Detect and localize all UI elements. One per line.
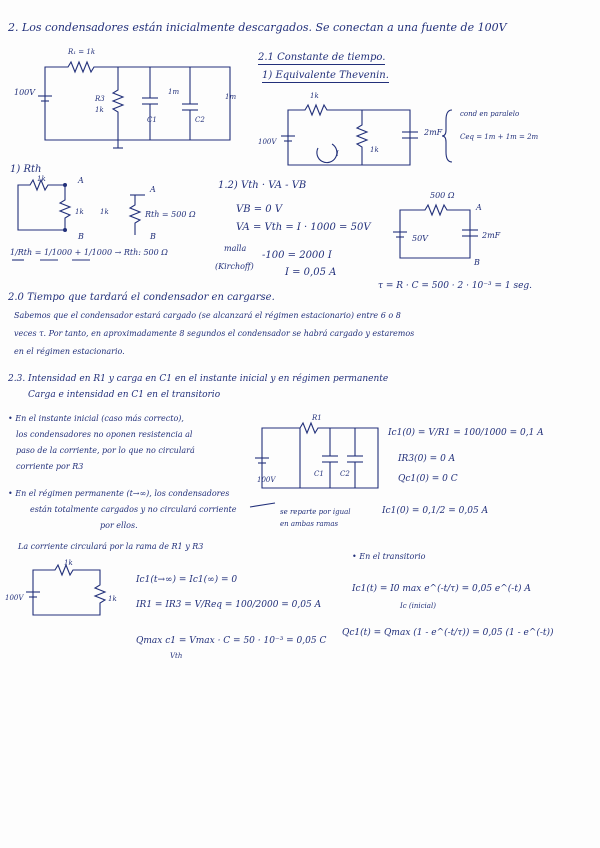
section-2-1-heading: 2.1 Constante de tiempo.	[258, 52, 386, 63]
rth-node-b: B	[78, 232, 84, 241]
label-r1: R₁ = 1k	[68, 48, 96, 56]
eq-perm3: Qmax c1 = Vmax · C = 50 · 10⁻³ = 0,05 C	[136, 636, 327, 646]
rth-r-top: 1k	[37, 175, 46, 183]
section-2-0-text2: veces τ. Por tanto, en aproximadamente 8 segundos el condensador se habrá cargado y estaremos	[14, 329, 415, 338]
problem-title: 2. Los condensadores están inicialmente descargados. Se conectan a una fuente de 100V	[8, 21, 507, 34]
bullet1-line4: corriente por R3	[16, 462, 84, 471]
rth-r-side: 1k	[75, 208, 84, 216]
section-2-0-text3: en el régimen estacionario.	[14, 347, 125, 356]
section-2-0-text1: Sabemos que el condensador estará cargado (se alcanzará el régimen estacionario) entre 6 o 8	[14, 311, 401, 320]
label-c2: C2	[195, 116, 205, 124]
rth-label: 1) Rth	[10, 164, 42, 175]
bullet3: La corriente circulará por la rama de R1 y R3	[18, 542, 204, 551]
rth-node-b2: B	[150, 232, 156, 241]
vth-line3: VA = Vth = I · 1000 = 50V	[236, 222, 371, 233]
initial-state-circuit	[250, 423, 378, 507]
eq-perm1: Ic1(t→∞) = Ic1(∞) = 0	[136, 575, 238, 585]
note-split1: se reparte por igual	[280, 508, 351, 516]
main-circuit	[38, 62, 230, 148]
eq-transient1: Ic1(t) = I0 max e^(-t/τ) = 0,05 e^(-t) A	[352, 584, 531, 594]
rth-formula: 1/Rth = 1/1000 + 1/1000 → Rth: 500 Ω	[10, 248, 168, 257]
bullet1-line2: los condensadores no oponen resistencia al	[16, 430, 193, 439]
vth-line1: 1.2) Vth · VA - VB	[218, 180, 307, 191]
transient-heading: • En el transitorio	[352, 552, 426, 561]
eq-transient1b: Ic (inicial)	[400, 602, 436, 610]
eq-q-initial: Qc1(0) = 0 C	[398, 474, 458, 484]
vth-line4a: malla	[224, 244, 247, 253]
section-2-0-heading: 2.0 Tiempo que tardará el condensador en cargarse.	[8, 292, 275, 303]
eq-perm2: IR1 = IR3 = V/Req = 100/2000 = 0,05 A	[136, 600, 322, 610]
section-2-3-heading2: Carga e intensidad en C1 en el transitorio	[28, 390, 221, 400]
label-current-i: I	[336, 150, 339, 158]
thevenin-final-circuit	[393, 205, 478, 258]
section-2-3-heading1: 2.3. Intensidad en R1 y carga en C1 en el instante inicial y en régimen permanente	[8, 374, 389, 384]
rth-equiv: Rth = 500 Ω	[145, 210, 196, 219]
bullet1-line3: paso de la corriente, por lo que no circulará	[16, 446, 195, 455]
section-2-1-subheading: 1) Equivalente Thevenin.	[262, 70, 389, 81]
label-r-top: 1k	[310, 92, 319, 100]
bullet2-line3: por ellos.	[100, 521, 138, 530]
label-cap1-value: 1m	[168, 88, 180, 96]
label-cap2-value: 1m	[225, 93, 237, 101]
perm-src: 100V	[5, 594, 24, 602]
perm-r-side: 1k	[108, 595, 117, 603]
circ-r1-label: R1	[312, 414, 322, 422]
label-c1: C1	[147, 116, 157, 124]
bullet1-line1: • En el instante inicial (caso más correcto),	[8, 414, 184, 423]
vth-line4c: -100 = 2000 I	[262, 250, 332, 261]
note-ceq: Ceq = 1m + 1m = 2m	[460, 133, 539, 141]
label-r3-value: 1k	[95, 106, 104, 114]
eq-ic-split: Ic1(0) = 0,1/2 = 0,05 A	[382, 506, 489, 516]
eq-ic-initial: Ic1(0) = V/R1 = 100/1000 = 0,1 A	[388, 428, 544, 438]
bullet2-line2: están totalmente cargados y no circulará corriente	[30, 505, 237, 514]
circ-c1-label: C1	[314, 470, 324, 478]
note-split2: en ambas ramas	[280, 520, 339, 528]
vth-line4b: (Kirchoff)	[215, 262, 254, 271]
bullet2-line1: • En el régimen permanente (t→∞), los condensadores	[8, 489, 230, 498]
thev-node-b: B	[474, 258, 480, 267]
tau-formula: τ = R · C = 500 · 2 · 10⁻³ = 1 seg.	[378, 281, 533, 291]
rth-node-a: A	[78, 176, 84, 185]
circ-src-label: 100V	[257, 476, 276, 484]
thev-r: 500 Ω	[430, 191, 455, 200]
thev-node-a: A	[476, 203, 482, 212]
vth-line5: I = 0,05 A	[285, 267, 337, 278]
rth-r-side2: 1k	[100, 208, 109, 216]
perm-r-top: 1k	[64, 559, 73, 567]
label-r-mid: 1k	[370, 146, 379, 154]
label-r3: R3	[95, 95, 105, 103]
eq-ir3-initial: IR3(0) = 0 A	[398, 454, 456, 464]
label-source: 100V	[14, 88, 36, 97]
thev-v: 50V	[412, 234, 428, 243]
permanent-regime-circuit	[26, 565, 105, 615]
label-cap-2mf: 2mF	[424, 128, 443, 137]
vth-line2: VB = 0 V	[236, 204, 283, 215]
circ-c2-label: C2	[340, 470, 350, 478]
label-src-100v: 100V	[258, 138, 277, 146]
thev-c: 2mF	[482, 231, 501, 240]
note-parallel: cond en paralelo	[460, 110, 520, 118]
rth-node-a2: A	[150, 185, 156, 194]
eq-perm3b: Vth	[170, 652, 183, 660]
eq-transient2: Qc1(t) = Qmax (1 - e^(-t/τ)) = 0,05 (1 - e^(-t))	[342, 628, 554, 638]
